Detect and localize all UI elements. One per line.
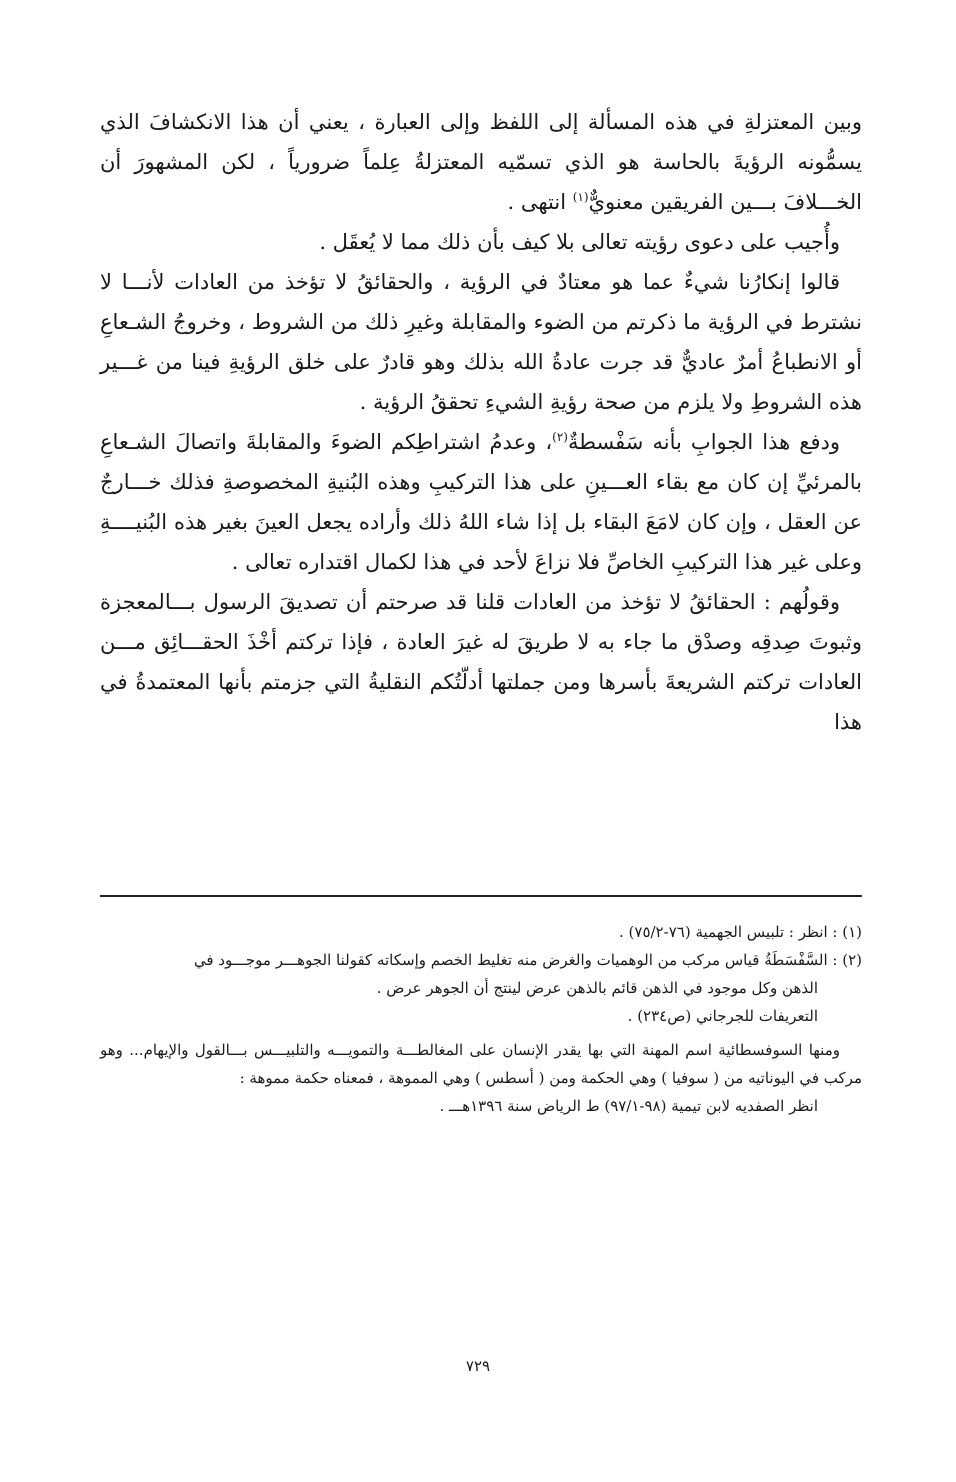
paragraph-4-tail: ، وعدمُ اشتراطِكم الضوءَ والمقابلةَ واتصالَ الشـعاعِ بالمرئيِّ إن كان مع بقاء العـــينِ على هذا التركيبِ وهذه البُنيةِ المخصوصةِ فذلك خـــارجٌ عن العقل ، وإن كان لامَعَ البقاء بل إذا شاء اللهُ ذلك وأراده يجعل العينَ بغير هذه البُنيــــةِ وعلى غير هذا التركيبِ الخاصِّ فلا نزاعَ لأحد في هذا لكمال اقتداره تعالى . [100, 430, 862, 574]
paragraph-1 [100, 102, 862, 222]
footnote-ref-2: (٢) [552, 430, 568, 444]
footnote-ref-1: (١) [572, 190, 589, 204]
paragraph-3: قالوا إنكارُنا شيءٌ عما هو معتادٌ في الرؤية ، والحقائقُ لا تؤخذ من العادات لأنـــا لا نشترط في الرؤية ما ذكرتم من الضوء والمقابلة وغيرِ ذلك من الشروط ، وخروجُ الشـعاعِ أو الانطباعُ أمرٌ عاديٌّ قد جرت عادةُ الله بذلك وهو قادرٌ على خلق الرؤيةِ فينا من غـــير هذه الشروطِ ولا يلزم من صحة رؤيةِ الشيءِ تحققُ الرؤية . [100, 270, 862, 414]
paragraph-1-text: وبين المعتزلةِ في هذه المسألة إلى اللفظ وإلى العبارة ، يعني أن هذا الانكشافَ الذي يسمُّونه الرؤيةَ بالحاسة هو الذي تسمّيه المعتزلةُ عِلماً ضرورياً ، لكن المشهورَ أن الخـــلافَ بـــين الفريقين معنويٌّ [100, 110, 862, 214]
paragraph-4-text: ودفع هذا الجوابِ بأنه سَفْسطةٌ [567, 430, 840, 454]
footnote-2-reference: التعريفات للجرجاني (ص٢٣٤) . [627, 1007, 818, 1025]
paragraph-5: وقولُهم : الحقائقُ لا تؤخذ من العادات قلنا قد صرحتم أن تصديقَ الرسول بـــالمعجزة وثبوتَ صِدقِه وصدْق ما جاء به لا طريقَ له غيرَ العادة ، فإذا تركتم أخْذَ الحقـــائِق مـــن العادات تركتم الشريعةَ بأسرها ومن جملتها أدلّتُكم النقليةُ التي جزمتم بأنها المعتمدةُ في هذا [100, 590, 862, 734]
paragraph-4 [100, 422, 862, 582]
page-number: ٧٢٩ [465, 1357, 491, 1375]
footnote-separator [100, 895, 862, 897]
main-text [100, 102, 862, 742]
footnote-2-paragraph: ومنها السوفسطائية اسم المهنة التي بها يقدر الإنسان على المغالطـــة والتمويـــه والتلبيـــس بـــالقول والإيهام... وهو مركب في اليوناتيه من ( سوفيا ) وهي الحكمة ومن ( أسطس ) وهي المموهة ، فمعناه حكمة مموهة : [100, 1041, 862, 1087]
paragraph-2: وأُجيب على دعوى رؤيته تعالى بلا كيف بأن ذلك مما لا يُعقَل . [319, 230, 840, 254]
paragraph-1-tail: انتهى . [507, 190, 573, 214]
footnote-2: (٢) : السَّفْسَطَةُ قياس مركب من الوهميات والغرض منه تغليط الخصم وإسكاته كقولنا الجوهـــر موجـــود في [193, 951, 862, 969]
footnote-2-continuation: الذهن وكل موجود في الذهن قائم بالذهن عرض لينتج أن الجوهر عرض . [376, 979, 818, 997]
footnote-2-source: انظر الصفديه لابن تيمية (٩٨-٩٧/١) ط الرياض سنة ١٣٩٦هـــ . [439, 1097, 818, 1115]
footnotes [100, 918, 862, 1120]
footnote-1: (١) : انظر : تلبيس الجهمية (٧٦-٧٥/٢) . [619, 923, 862, 941]
